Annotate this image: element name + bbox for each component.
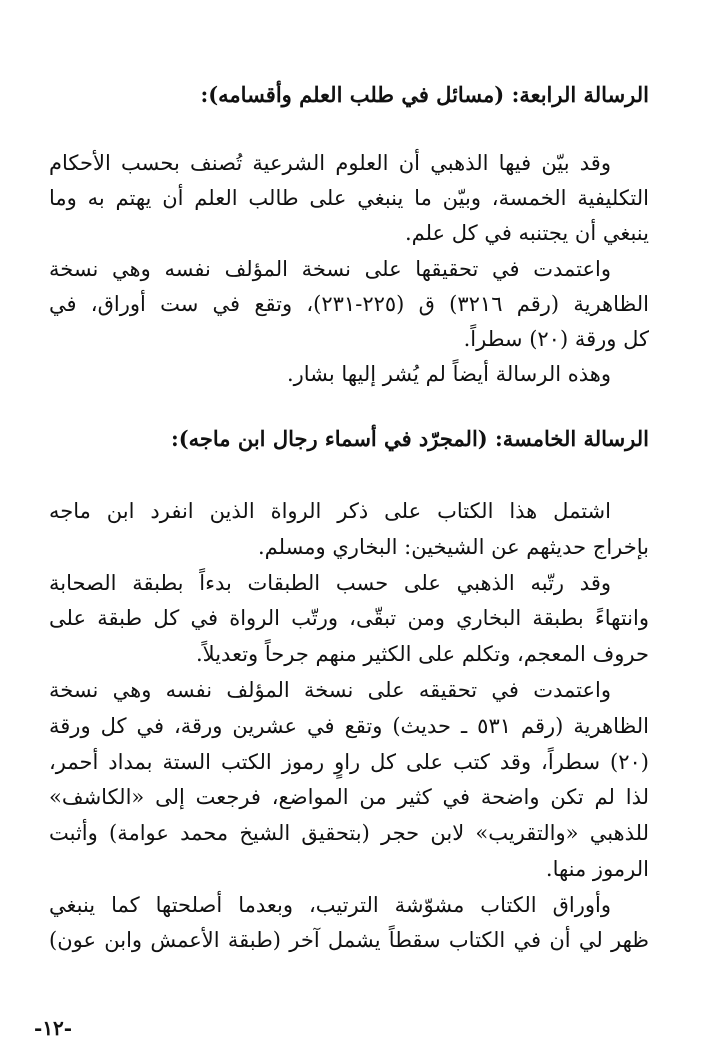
paragraph-line: وهذه الرسالة أيضاً لم يُشر إليها بشار. (286, 362, 611, 386)
paragraph-line: واعتمدت في تحقيقه على نسخة المؤلف نفسه وهي نسخة (49, 678, 611, 702)
paragraph-line: وقد رتّبه الذهبي على حسب الطبقات بدءاً بطبقة الصحابة (49, 571, 611, 595)
paragraph-line: (٢٠) سطراً، وقد كتب على كل راوٍ رموز الكتب الستة بمداد أحمر، (49, 750, 649, 774)
paragraph-line: واعتمدت في تحقيقها على نسخة المؤلف نفسه وهي نسخة (49, 257, 611, 281)
paragraph-line: لذا لم تكن واضحة في كثير من المواضع، فرجعت إلى «الكاشف» (49, 785, 649, 809)
section-4-title: (مسائل في طلب العلم وأقسامه): (200, 82, 505, 107)
paragraph-line: كل ورقة (٢٠) سطراً. (463, 327, 649, 351)
paragraph-line: ظهر لي أن في الكتاب سقطاً يشمل آخر (طبقة الأعمش وابن عون) (49, 928, 649, 952)
paragraph-line: وانتهاءً بطبقة البخاري ومن تبقّى، ورتّب الرواة في كل طبقة على (49, 606, 649, 630)
section-5-title: (المجرّد في أسماء رجال ابن ماجه): (170, 426, 488, 451)
section-5-heading (171, 424, 649, 454)
page-number: -١٢- (34, 1016, 73, 1040)
paragraph-line: وأوراق الكتاب مشوّشة الترتيب، وبعدما أصلحتها كما ينبغي (49, 893, 611, 917)
paragraph-line: ينبغي أن يجتنبه في كل علم. (404, 221, 649, 245)
paragraph-line: اشتمل هذا الكتاب على ذكر الرواة الذين انفرد ابن ماجه (49, 499, 611, 523)
paragraph-line: الظاهرية (رقم ٥٣١ ـ حديث) وتقع في عشرين ورقة، في كل ورقة (49, 714, 649, 738)
paragraph-line: بإخراج حديثهم عن الشيخين: البخاري ومسلم. (257, 535, 649, 559)
section-4-heading (200, 80, 649, 110)
paragraph-line: الرموز منها. (545, 857, 649, 881)
paragraph-line: حروف المعجم، وتكلم على الكثير منهم جرحاً وتعديلاً. (196, 642, 649, 666)
paragraph-line: وقد بيّن فيها الذهبي أن العلوم الشرعية تُصنف بحسب الأحكام (49, 151, 611, 175)
paragraph-line: الظاهرية (رقم ٣٢١٦) ق (٢٢٥-٢٣١)، وتقع في ست أوراق، في (49, 292, 649, 316)
section-5-label: الرسالة الخامسة: (495, 426, 649, 451)
section-4-label: الرسالة الرابعة: (511, 82, 649, 107)
paragraph-line: للذهبي «والتقريب» لابن حجر (بتحقيق الشيخ محمد عوامة) وأثبت (49, 821, 649, 845)
paragraph-line: التكليفية الخمسة، وبيّن ما ينبغي على طالب العلم أن يهتم به وما (49, 186, 649, 210)
